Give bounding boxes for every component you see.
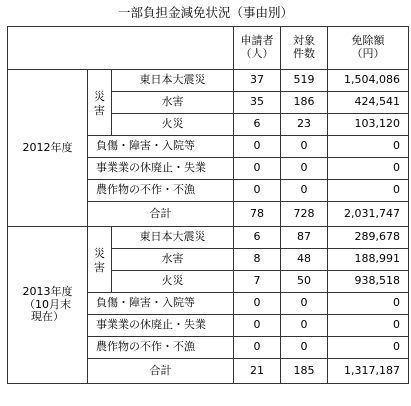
row-name: 火災 (112, 271, 234, 293)
disaster-char-2: 害 (94, 260, 105, 274)
disaster-char-1: 災 (94, 246, 105, 260)
table-row (8, 227, 409, 249)
year-2012-label: 2012年度 (8, 70, 88, 227)
total-applicants: 78 (234, 202, 281, 227)
disaster-group-label (88, 227, 112, 293)
row-amount: 0 (328, 337, 409, 359)
row-name: 水害 (112, 249, 234, 271)
total-label: 合計 (88, 202, 234, 227)
row-cases: 50 (281, 271, 328, 293)
year-2013-line1: 2013年度 (22, 285, 73, 299)
row-applicants: 0 (234, 180, 281, 202)
disaster-char-1: 災 (94, 89, 105, 103)
row-name: 負傷・障害・入院等 (88, 136, 234, 158)
total-amount: 2,031,747 (328, 202, 409, 227)
row-cases: 0 (281, 293, 328, 315)
row-cases: 0 (281, 180, 328, 202)
row-applicants: 37 (234, 70, 281, 92)
header-row (8, 27, 409, 70)
row-name: 農作物の不作・不漁 (88, 337, 234, 359)
year-2013-line2: （10月末 (24, 297, 71, 311)
row-applicants: 7 (234, 271, 281, 293)
total-amount: 1,317,187 (328, 359, 409, 384)
page-title: 一部負担金減免状況（事由別） (117, 5, 293, 20)
row-amount: 0 (328, 293, 409, 315)
row-name: 火災 (112, 114, 234, 136)
header-amount-text: 免除額 （円） (351, 34, 385, 60)
disaster-char-2: 害 (94, 103, 105, 117)
year-2013-line3: 現在） (31, 310, 64, 324)
table-row (8, 70, 409, 92)
disaster-group-label (88, 70, 112, 136)
header-blank (8, 27, 234, 70)
row-amount: 0 (328, 180, 409, 202)
row-name: 東日本大震災 (112, 227, 234, 249)
row-amount: 103,120 (328, 114, 409, 136)
header-cases (281, 27, 328, 70)
row-amount: 938,518 (328, 271, 409, 293)
header-amount (328, 27, 409, 70)
total-cases: 185 (281, 359, 328, 384)
row-amount: 289,678 (328, 227, 409, 249)
row-applicants: 35 (234, 92, 281, 114)
row-applicants: 6 (234, 114, 281, 136)
row-cases: 186 (281, 92, 328, 114)
total-cases: 728 (281, 202, 328, 227)
row-applicants: 6 (234, 227, 281, 249)
row-amount: 0 (328, 315, 409, 337)
row-cases: 0 (281, 158, 328, 180)
row-applicants: 8 (234, 249, 281, 271)
row-cases: 48 (281, 249, 328, 271)
total-label: 合計 (88, 359, 234, 384)
row-name: 事業業の休廃止・失業 (88, 315, 234, 337)
reduction-table (7, 26, 409, 384)
row-applicants: 0 (234, 337, 281, 359)
row-cases: 0 (281, 136, 328, 158)
row-amount: 0 (328, 136, 409, 158)
row-applicants: 0 (234, 158, 281, 180)
row-applicants: 0 (234, 136, 281, 158)
row-name: 水害 (112, 92, 234, 114)
row-cases: 519 (281, 70, 328, 92)
year-2013-label (8, 227, 88, 384)
header-cases-text: 対象 件数 (293, 34, 316, 60)
header-applicants (234, 27, 281, 70)
header-applicants-text: 申請者 （人） (240, 34, 274, 60)
total-applicants: 21 (234, 359, 281, 384)
row-cases: 23 (281, 114, 328, 136)
row-name: 負傷・障害・入院等 (88, 293, 234, 315)
row-cases: 0 (281, 337, 328, 359)
row-amount: 1,504,086 (328, 70, 409, 92)
row-cases: 87 (281, 227, 328, 249)
row-applicants: 0 (234, 315, 281, 337)
row-name: 農作物の不作・不漁 (88, 180, 234, 202)
row-amount: 188,991 (328, 249, 409, 271)
row-name: 東日本大震災 (112, 70, 234, 92)
row-name: 事業業の休廃止・失業 (88, 158, 234, 180)
row-applicants: 0 (234, 293, 281, 315)
row-amount: 0 (328, 158, 409, 180)
row-amount: 424,541 (328, 92, 409, 114)
row-cases: 0 (281, 315, 328, 337)
